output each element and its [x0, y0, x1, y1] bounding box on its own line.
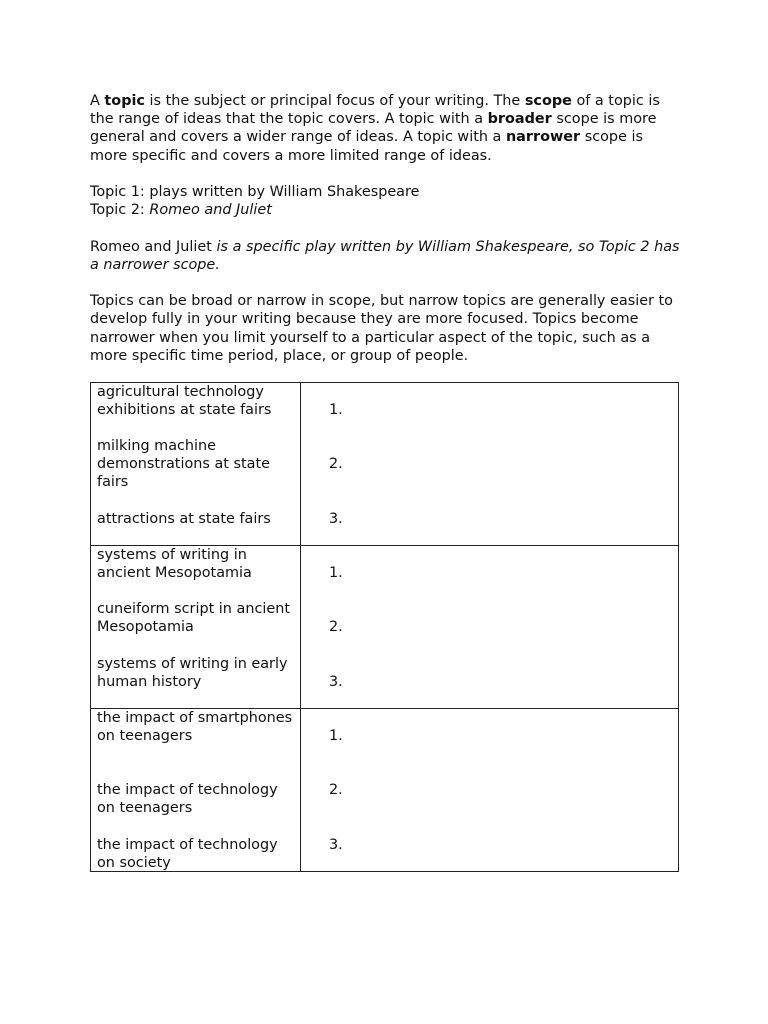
definition-paragraph [90, 92, 680, 165]
guidance-paragraph: Topics can be broad or narrow in scope, but narrow topics are generally easier to develop fully in your writing because they are more focused. Topics become narrower when you limit yourself to a particular aspect of the topic, such as a more specific time period, place, or group of people. [90, 293, 673, 364]
topic-option: cuneiform script in ancient Mesopotamia [97, 601, 290, 636]
example-explanation [90, 238, 680, 274]
rank-number: 1. [329, 402, 343, 418]
instructions [90, 92, 680, 365]
topic-option: the impact of smartphones on teenagers [97, 710, 293, 745]
answer-cell[interactable] [301, 383, 679, 546]
topic-option: the impact of technology on society [97, 837, 278, 872]
text: is the subject or principal focus of your writing. The [144, 93, 525, 109]
term-topic: topic [104, 93, 145, 109]
topics-cell [91, 709, 301, 872]
rank-number: 3. [329, 511, 343, 527]
rank-number: 1. [329, 728, 343, 744]
topic-option: agricultural technology exhibitions at state fairs [97, 384, 272, 419]
example-topic-1: Topic 1: plays written by William Shakespeare [90, 184, 420, 200]
answer-cell[interactable] [301, 546, 679, 709]
rank-number: 2. [329, 456, 343, 472]
topics-cell [91, 546, 301, 709]
topic-option: the impact of technology on teenagers [97, 782, 278, 817]
text: Topic 2: [90, 202, 150, 219]
table-row [91, 709, 679, 872]
example-topic-2 [90, 201, 680, 219]
term-narrower: narrower [505, 129, 581, 146]
term-scope: scope [524, 93, 572, 109]
text: of a topic is the range of ideas that the topic covers. A topic with a [90, 93, 660, 128]
text: A [90, 93, 105, 109]
play-title: Romeo and Juliet [90, 238, 212, 255]
table-row [91, 383, 679, 546]
topic-option: systems of writing in early human history [97, 656, 288, 691]
topic-option: systems of writing in ancient Mesopotamia [97, 547, 252, 582]
rank-number: 3. [329, 674, 343, 690]
rank-number: 1. [329, 565, 343, 581]
topic-ranking-table [90, 382, 679, 872]
text: scope is more specific and covers a more limited range of ideas. [90, 129, 643, 164]
answer-cell[interactable] [301, 709, 679, 872]
topic-option: attractions at state fairs [97, 511, 271, 527]
rank-number: 3. [329, 837, 343, 853]
topics-cell [91, 383, 301, 546]
play-title: Romeo and Juliet [149, 202, 272, 219]
rank-number: 2. [329, 782, 343, 798]
rank-number: 2. [329, 619, 343, 635]
explanation-text: is a specific play written by William Shakespeare, so Topic 2 has a narrower scope. [90, 238, 680, 273]
term-broader: broader [487, 111, 552, 128]
text: scope is more general and covers a wider range of ideas. A topic with a [90, 111, 657, 146]
table-row [91, 546, 679, 709]
topic-option: milking machine demonstrations at state fairs [97, 438, 270, 491]
